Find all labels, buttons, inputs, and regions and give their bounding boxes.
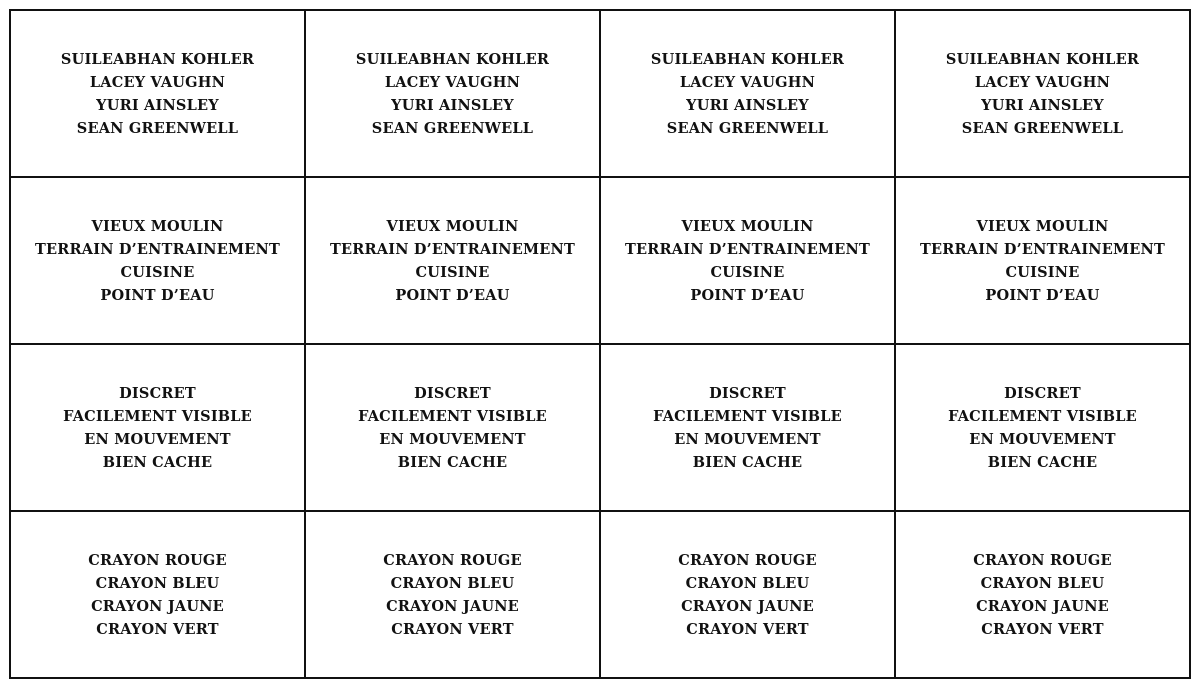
- card-line: YURI AINSLEY: [686, 96, 809, 114]
- card-line: CRAYON BLEU: [390, 574, 515, 592]
- card-line: EN MOUVEMENT: [84, 430, 231, 448]
- card-line: SUILEABHAN KOHLER: [355, 50, 550, 68]
- card-line: POINT D’EAU: [100, 286, 215, 304]
- card-places: [601, 178, 896, 345]
- card-visibility: [306, 345, 601, 512]
- card-line: SEAN GREENWELL: [961, 119, 1124, 137]
- card-line: TERRAIN D’ENTRAINEMENT: [35, 240, 280, 258]
- card-line: VIEUX MOULIN: [976, 217, 1109, 235]
- card-line: LACEY VAUGHN: [89, 73, 226, 91]
- card-line: LACEY VAUGHN: [974, 73, 1111, 91]
- card-line: CRAYON ROUGE: [973, 551, 1112, 569]
- card-line: FACILEMENT VISIBLE: [948, 407, 1137, 425]
- card-line: CRAYON VERT: [981, 620, 1104, 638]
- card-line: BIEN CACHE: [397, 453, 508, 471]
- card-line: POINT D’EAU: [690, 286, 805, 304]
- card-places: [306, 178, 601, 345]
- card-visibility: [896, 345, 1191, 512]
- card-grid: [9, 9, 1191, 679]
- card-line: YURI AINSLEY: [981, 96, 1104, 114]
- card-pencils: [601, 512, 896, 679]
- card-line: SUILEABHAN KOHLER: [945, 50, 1140, 68]
- card-line: CRAYON VERT: [391, 620, 514, 638]
- card-pencils: [896, 512, 1191, 679]
- card-line: CRAYON ROUGE: [678, 551, 817, 569]
- card-line: CRAYON VERT: [96, 620, 219, 638]
- card-pencils: [11, 512, 306, 679]
- card-places: [896, 178, 1191, 345]
- card-line: CRAYON JAUNE: [976, 597, 1109, 615]
- card-line: CRAYON ROUGE: [88, 551, 227, 569]
- card-line: SUILEABHAN KOHLER: [650, 50, 845, 68]
- card-line: YURI AINSLEY: [96, 96, 219, 114]
- card-line: EN MOUVEMENT: [674, 430, 821, 448]
- card-line: EN MOUVEMENT: [969, 430, 1116, 448]
- card-line: BIEN CACHE: [102, 453, 213, 471]
- card-line: CRAYON JAUNE: [91, 597, 224, 615]
- card-line: TERRAIN D’ENTRAINEMENT: [330, 240, 575, 258]
- card-line: FACILEMENT VISIBLE: [653, 407, 842, 425]
- card-line: CRAYON BLEU: [980, 574, 1105, 592]
- card-line: CUISINE: [120, 263, 195, 281]
- card-line: FACILEMENT VISIBLE: [358, 407, 547, 425]
- card-line: SUILEABHAN KOHLER: [60, 50, 255, 68]
- card-places: [11, 178, 306, 345]
- card-line: DISCRET: [414, 384, 491, 402]
- card-line: LACEY VAUGHN: [679, 73, 816, 91]
- card-line: BIEN CACHE: [692, 453, 803, 471]
- card-line: POINT D’EAU: [395, 286, 510, 304]
- card-line: BIEN CACHE: [987, 453, 1098, 471]
- card-line: TERRAIN D’ENTRAINEMENT: [625, 240, 870, 258]
- card-pencils: [306, 512, 601, 679]
- card-line: VIEUX MOULIN: [681, 217, 814, 235]
- card-line: CRAYON VERT: [686, 620, 809, 638]
- card-line: DISCRET: [1004, 384, 1081, 402]
- card-visibility: [11, 345, 306, 512]
- card-line: TERRAIN D’ENTRAINEMENT: [920, 240, 1165, 258]
- card-visibility: [601, 345, 896, 512]
- card-line: SEAN GREENWELL: [76, 119, 239, 137]
- card-line: EN MOUVEMENT: [379, 430, 526, 448]
- card-suspects: [306, 11, 601, 178]
- card-line: CRAYON JAUNE: [681, 597, 814, 615]
- card-suspects: [601, 11, 896, 178]
- card-line: POINT D’EAU: [985, 286, 1100, 304]
- card-line: FACILEMENT VISIBLE: [63, 407, 252, 425]
- card-line: VIEUX MOULIN: [91, 217, 224, 235]
- card-line: CUISINE: [1005, 263, 1080, 281]
- card-suspects: [11, 11, 306, 178]
- card-line: LACEY VAUGHN: [384, 73, 521, 91]
- card-line: CUISINE: [415, 263, 490, 281]
- card-line: CRAYON ROUGE: [383, 551, 522, 569]
- card-line: DISCRET: [119, 384, 196, 402]
- card-suspects: [896, 11, 1191, 178]
- card-line: SEAN GREENWELL: [371, 119, 534, 137]
- card-line: YURI AINSLEY: [391, 96, 514, 114]
- card-line: CUISINE: [710, 263, 785, 281]
- card-line: SEAN GREENWELL: [666, 119, 829, 137]
- card-line: DISCRET: [709, 384, 786, 402]
- card-line: CRAYON BLEU: [95, 574, 220, 592]
- card-line: VIEUX MOULIN: [386, 217, 519, 235]
- card-line: CRAYON JAUNE: [386, 597, 519, 615]
- card-line: CRAYON BLEU: [685, 574, 810, 592]
